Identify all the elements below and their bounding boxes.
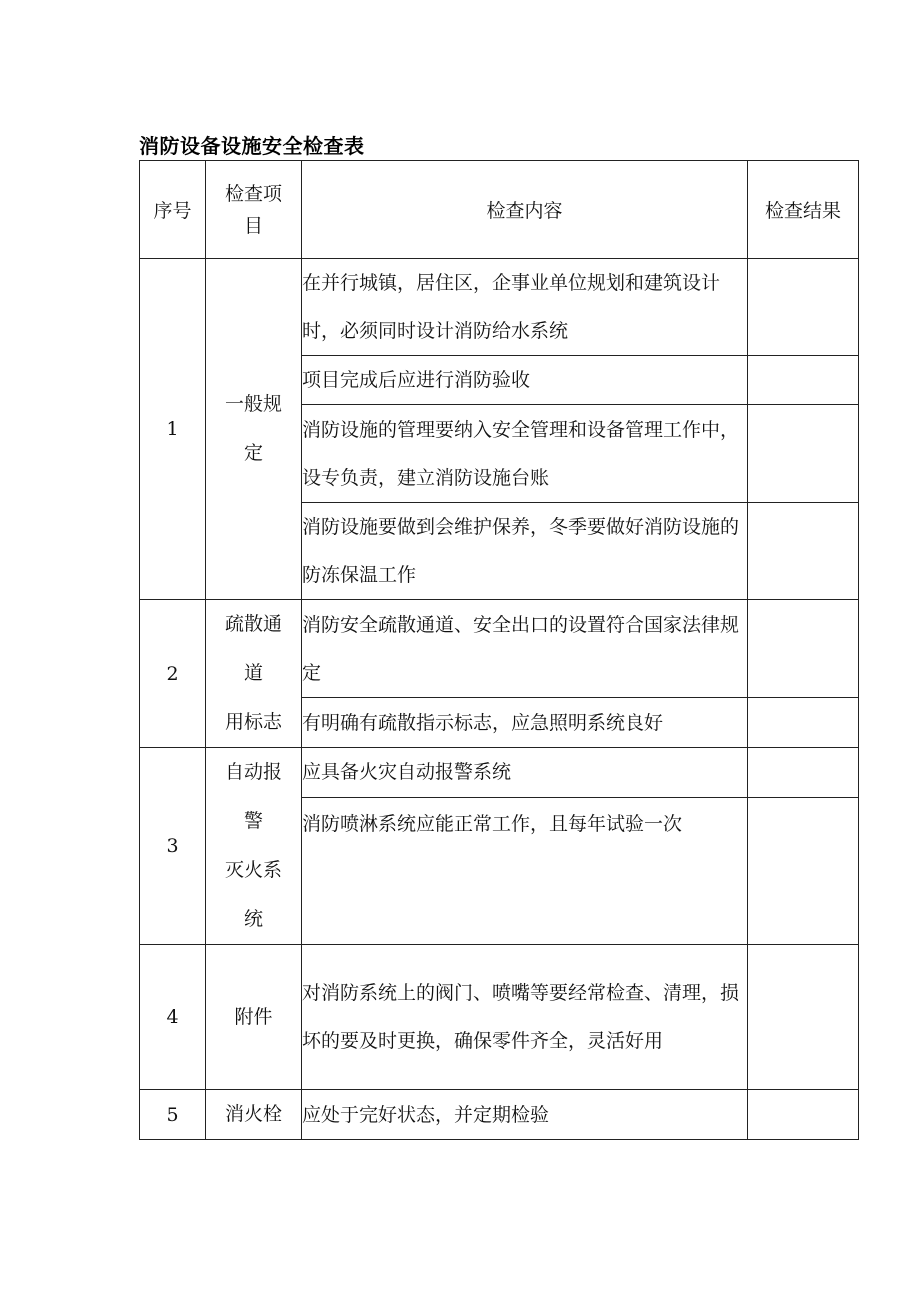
check-content: 对消防系统上的阀门、喷嘴等要经常检查、清理，损坏的要及时更换，确保零件齐全，灵活好用 bbox=[302, 945, 748, 1090]
inspection-table bbox=[139, 160, 859, 1140]
check-result-cell[interactable] bbox=[748, 600, 859, 698]
check-item bbox=[206, 259, 302, 600]
check-content: 应具备火灾自动报警系统 bbox=[302, 748, 748, 798]
check-item-line: 定 bbox=[243, 442, 263, 464]
row-number: 2 bbox=[140, 600, 206, 748]
header-item-line: 检查项 bbox=[224, 182, 282, 205]
check-item-line: 自动报 bbox=[224, 761, 282, 783]
check-result-cell[interactable] bbox=[748, 503, 859, 600]
check-content: 应处于完好状态，并定期检验 bbox=[302, 1090, 748, 1140]
check-item-line: 用标志 bbox=[224, 711, 282, 733]
header-content: 检查内容 bbox=[302, 161, 748, 259]
check-item-line: 消火栓 bbox=[224, 1103, 282, 1125]
table-row bbox=[140, 748, 859, 798]
header-item bbox=[206, 161, 302, 259]
check-item-line: 道 bbox=[243, 662, 263, 684]
check-result-cell[interactable] bbox=[748, 945, 859, 1090]
check-item-line: 警 bbox=[243, 810, 263, 832]
check-result-cell[interactable] bbox=[748, 259, 859, 356]
check-content: 在并行城镇，居住区，企事业单位规划和建筑设计时，必须同时设计消防给水系统 bbox=[302, 259, 748, 356]
document-title: 消防设备设施安全检查表 bbox=[139, 134, 365, 158]
check-content: 消防安全疏散通道、安全出口的设置符合国家法律规定 bbox=[302, 600, 748, 698]
check-content: 项目完成后应进行消防验收 bbox=[302, 356, 748, 405]
check-item bbox=[206, 600, 302, 748]
check-item-line: 疏散通 bbox=[224, 613, 282, 635]
check-item-line: 灭火系 bbox=[224, 859, 282, 881]
check-item-line: 附件 bbox=[234, 1005, 273, 1028]
check-content: 有明确有疏散指示标志，应急照明系统良好 bbox=[302, 698, 748, 748]
check-content: 消防喷淋系统应能正常工作，且每年试验一次 bbox=[302, 797, 748, 944]
check-item bbox=[206, 1090, 302, 1140]
row-number: 3 bbox=[140, 748, 206, 945]
check-content: 消防设施要做到会维护保养，冬季要做好消防设施的防冻保温工作 bbox=[302, 503, 748, 600]
check-item bbox=[206, 945, 302, 1090]
row-number: 4 bbox=[140, 945, 206, 1090]
check-result-cell[interactable] bbox=[748, 797, 859, 944]
header-no: 序号 bbox=[140, 161, 206, 259]
check-result-cell[interactable] bbox=[748, 405, 859, 503]
table-row bbox=[140, 259, 859, 356]
row-number: 5 bbox=[140, 1090, 206, 1140]
check-item-line: 统 bbox=[243, 908, 263, 930]
check-item-line: 一般规 bbox=[224, 393, 282, 415]
check-item bbox=[206, 748, 302, 945]
table-header-row bbox=[140, 161, 859, 259]
row-number: 1 bbox=[140, 259, 206, 600]
check-result-cell[interactable] bbox=[748, 356, 859, 405]
header-item-line: 目 bbox=[243, 214, 263, 237]
table-row bbox=[140, 1090, 859, 1140]
check-result-cell[interactable] bbox=[748, 1090, 859, 1140]
check-result-cell[interactable] bbox=[748, 748, 859, 798]
check-content: 消防设施的管理要纳入安全管理和设备管理工作中，设专负责，建立消防设施台账 bbox=[302, 405, 748, 503]
table-row bbox=[140, 600, 859, 698]
table-row bbox=[140, 945, 859, 1090]
check-result-cell[interactable] bbox=[748, 698, 859, 748]
header-result: 检查结果 bbox=[748, 161, 859, 259]
